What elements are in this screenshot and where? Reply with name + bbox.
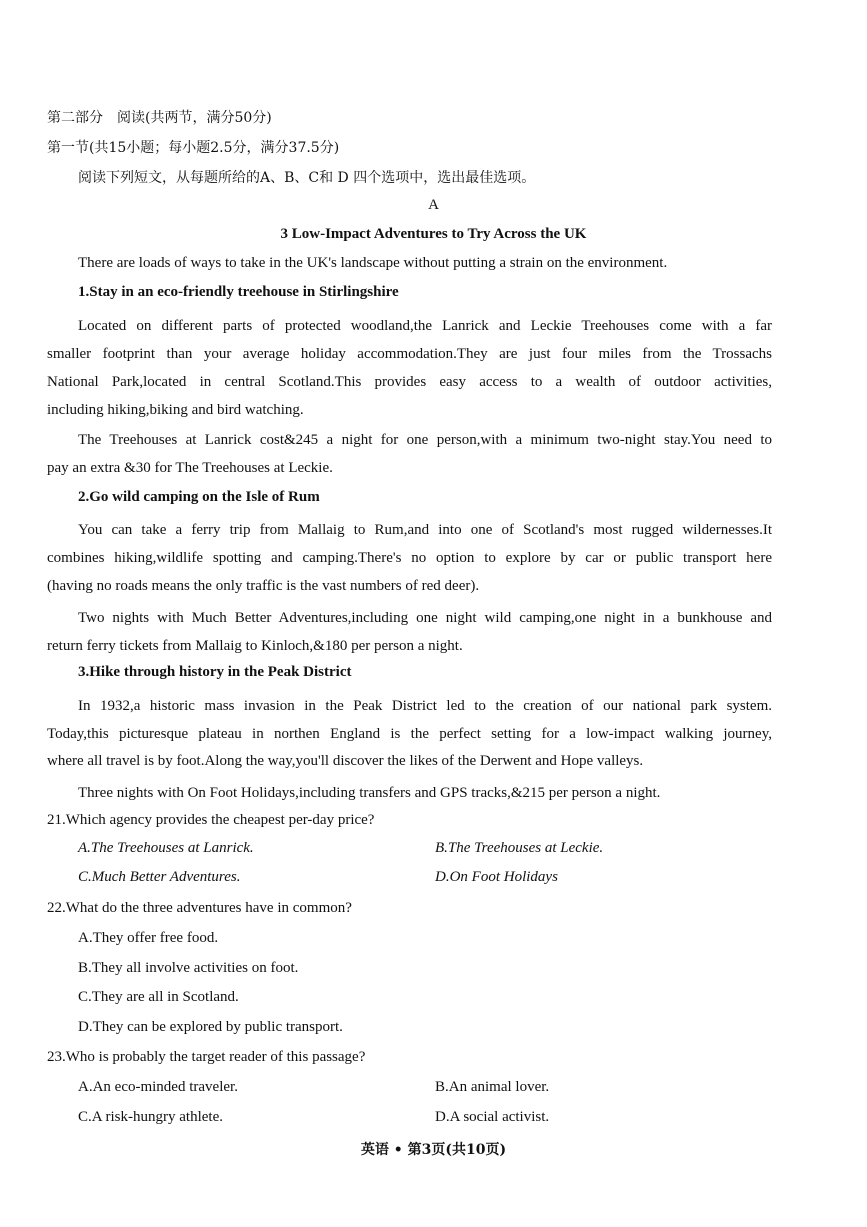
passage-title: 3 Low-Impact Adventures to Try Across the UK: [280, 226, 587, 242]
section-heading: 第一节(共15小题；每小题2.5分，满分37.5分): [47, 140, 340, 156]
question-21-option-d: D.On Foot Holidays: [435, 869, 558, 885]
section-3-p2-line-1: Three nights with On Foot Holidays,including transfers and GPS tracks,&215 per person a night.: [78, 785, 661, 801]
passage-intro: There are loads of ways to take in the UK's landscape without putting a strain on the environment.: [78, 255, 668, 271]
section-1-p2-line-2: pay an extra &30 for The Treehouses at Leckie.: [47, 460, 333, 476]
question-23-option-d: D.A social activist.: [435, 1109, 550, 1125]
question-21-option-a: A.The Treehouses at Lanrick.: [78, 840, 254, 856]
section-2-p1-line-1: You can take a ferry trip from Mallaig to Rum,and into one of Scotland's most rugged wildernesses.It: [78, 522, 772, 538]
question-23-option-a: A.An eco-minded traveler.: [78, 1079, 238, 1095]
section-1-heading: 1.Stay in an eco-friendly treehouse in Stirlingshire: [78, 284, 399, 300]
section-3-heading: 3.Hike through history in the Peak District: [78, 664, 352, 680]
question-21-stem: 21.Which agency provides the cheapest per-day price?: [47, 812, 375, 828]
section-3-p1-line-1: In 1932,a historic mass invasion in the Peak District led to the creation of our national park system.: [78, 698, 772, 714]
instruction-text: 阅读下列短文，从每题所给的A、B、C和 D 四个选项中，选出最佳选项。: [78, 170, 536, 186]
question-23-option-b: B.An animal lover.: [435, 1079, 550, 1095]
section-1-p1-line-1: Located on different parts of protected woodland,the Lanrick and Leckie Treehouses come with a far: [78, 318, 772, 334]
section-2-p1-line-3: (having no roads means the only traffic is the vast numbers of red deer).: [47, 578, 480, 594]
part-heading: 第二部分 阅读(共两节，满分50分): [47, 110, 272, 126]
question-22-option-d: D.They can be explored by public transport.: [78, 1019, 343, 1035]
question-22-option-c: C.They are all in Scotland.: [78, 989, 239, 1005]
question-23-stem: 23.Who is probably the target reader of this passage?: [47, 1049, 366, 1065]
section-2-p1-line-2: combines hiking,wildlife spotting and camping.There's no option to explore by car or public transport here: [47, 550, 772, 566]
section-1-p1-line-2: smaller footprint than your average holiday accommodation.They are just four miles from the Trossachs: [47, 346, 772, 362]
question-22-option-b: B.They all involve activities on foot.: [78, 960, 299, 976]
section-3-p1-line-2: Today,this picturesque plateau in northen England is the perfect setting for a low-impact walking journey,: [47, 726, 772, 742]
section-3-p1-line-3: where all travel is by foot.Along the way,you'll discover the likes of the Derwent and Hope valleys.: [47, 753, 644, 769]
section-1-p1-line-3: National Park,located in central Scotland.This provides easy access to a wealth of outdoor activities,: [47, 374, 772, 390]
question-21-option-b: B.The Treehouses at Leckie.: [435, 840, 604, 856]
section-1-p1-line-4: including hiking,biking and bird watching.: [47, 402, 304, 418]
section-2-heading: 2.Go wild camping on the Isle of Rum: [78, 489, 320, 505]
page-footer: 英语 • 第3页(共10页): [360, 1142, 507, 1158]
section-2-p2-line-2: return ferry tickets from Mallaig to Kinloch,&180 per person a night.: [47, 638, 463, 654]
question-22-option-a: A.They offer free food.: [78, 930, 219, 946]
passage-letter: A: [428, 197, 439, 213]
section-1-p2-line-1: The Treehouses at Lanrick cost&245 a night for one person,with a minimum two-night stay.You need to: [78, 432, 772, 448]
question-23-option-c: C.A risk-hungry athlete.: [78, 1109, 223, 1125]
question-21-option-c: C.Much Better Adventures.: [78, 869, 241, 885]
question-22-stem: 22.What do the three adventures have in common?: [47, 900, 352, 916]
section-2-p2-line-1: Two nights with Much Better Adventures,including one night wild camping,one night in a bunkhouse and: [78, 610, 772, 626]
